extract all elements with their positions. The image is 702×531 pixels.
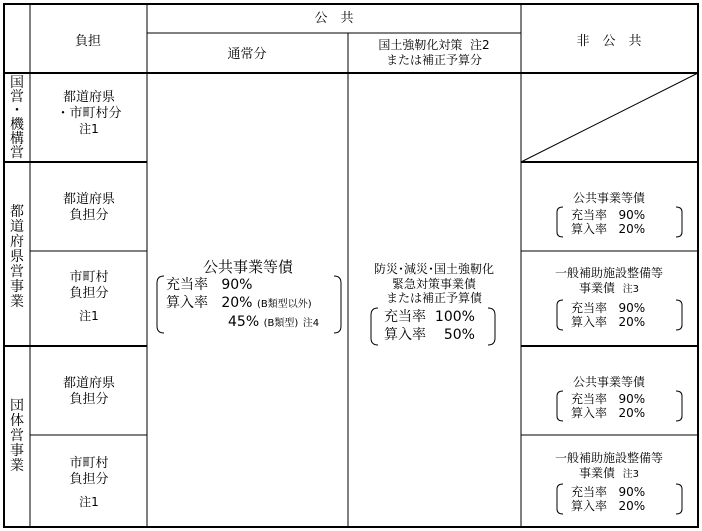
hikokyo-ken-shi-title [555, 266, 663, 296]
group-char: 団 [10, 398, 24, 414]
sannyu-value: 50% [443, 327, 475, 343]
sannyu-note: (B類型以外) [256, 299, 312, 310]
futan-line2: 負担分 [69, 471, 109, 487]
title-line1: 一般補助施設整備等 [554, 266, 664, 280]
kyoujin-line3: または補正予算債 [385, 291, 483, 306]
sannyu-value: 20% [618, 315, 646, 329]
group-char: 機 [10, 117, 24, 133]
sannyu-value: 45% [228, 314, 260, 330]
kyoujin-line2: 緊急対策事業債 [391, 276, 477, 291]
juto-label: 充当率 [384, 309, 426, 325]
group-char: 国 [10, 75, 24, 91]
hikokyo-dan-shi-sannyu [571, 499, 645, 514]
header-kyoujin [378, 38, 489, 67]
futan-line2: 負担分 [69, 207, 109, 223]
futan-line1: 市町村 [69, 270, 109, 285]
futan-ken-shi [69, 270, 108, 330]
kyoujin-juto [384, 309, 475, 326]
hikokyo-dan-shi-juto [571, 485, 645, 500]
juto-label: 充当率 [571, 392, 608, 406]
title-line1: 一般補助施設整備等 [554, 451, 664, 465]
juto-label: 充当率 [571, 208, 608, 222]
group-char: 都 [10, 204, 24, 220]
hikokyo-dan-ken-sannyu [571, 406, 645, 421]
futan-note: 注1 [79, 494, 99, 509]
group-char: 事 [10, 279, 24, 295]
group-char: 構 [10, 131, 24, 147]
group-label-todofuken [9, 205, 25, 310]
futan-kokuei [56, 90, 121, 138]
group-char: 体 [10, 413, 24, 429]
group-char: 営 [10, 145, 24, 161]
juto-label: 充当率 [571, 485, 608, 499]
title-line2: 事業債 [578, 280, 615, 295]
sannyu-label: 算入率 [571, 406, 608, 420]
header-kokyo: 公 共 [314, 11, 354, 26]
group-char: 府 [10, 234, 24, 250]
title-note: 注3 [622, 468, 640, 480]
group-char: 県 [10, 249, 24, 265]
juto-value: 90% [618, 392, 646, 406]
tsujo-juto [166, 277, 252, 294]
futan-line1: 都道府県 [62, 192, 116, 207]
hikokyo-ken-shi-sannyu [571, 315, 645, 330]
futan-note: 注1 [79, 121, 99, 136]
tsujo-title: 公共事業等債 [202, 258, 294, 276]
group-char: 業 [10, 458, 24, 474]
group-char: 道 [10, 219, 24, 235]
group-label-dantai [9, 399, 25, 474]
header-kyoujin-note: 注2 [470, 38, 490, 52]
sannyu-note: (B類型) [263, 318, 299, 329]
juto-value: 90% [618, 485, 646, 499]
juto-value: 90% [618, 301, 646, 315]
sannyu-value: 20% [618, 222, 646, 236]
hikokyo-ken-ken-title: 公共事業等債 [572, 191, 646, 205]
group-char: 業 [10, 294, 24, 310]
futan-note: 注1 [79, 308, 99, 323]
juto-value: 90% [221, 277, 253, 293]
group-char: 営 [10, 89, 24, 105]
sannyu-label: 算入率 [571, 315, 608, 329]
futan-line1: 都道府県 [62, 376, 116, 391]
futan-dan-shi [69, 456, 108, 516]
header-hikokyo: 非 公 共 [576, 34, 642, 49]
sannyu-label: 算入率 [166, 295, 208, 311]
futan-line2: ・市町村分 [56, 105, 122, 121]
juto-value: 90% [618, 208, 646, 222]
sannyu-label: 算入率 [571, 499, 608, 513]
group-label-kokuei [9, 76, 25, 160]
sannyu-label: 算入率 [571, 222, 608, 236]
sannyu-value: 20% [618, 406, 646, 420]
hikokyo-ken-ken-sannyu [571, 222, 645, 237]
sannyu-value: 20% [221, 295, 253, 311]
kyoujin-title [374, 262, 494, 306]
hikokyo-ken-ken-juto [571, 208, 645, 223]
hikokyo-dan-ken-juto [571, 392, 645, 407]
group-char: 営 [10, 264, 24, 280]
group-char: 事 [10, 443, 24, 459]
hikokyo-ken-shi-juto [571, 301, 645, 316]
kyoujin-sannyu [384, 327, 475, 344]
futan-line2: 負担分 [69, 391, 109, 407]
futan-line1: 都道府県 [62, 90, 116, 105]
kyoujin-line1: 防災･減災･国土強靭化 [373, 262, 495, 276]
header-kyoujin-line1: 国土強靭化対策 [378, 38, 463, 52]
header-kyoujin-line2: または補正予算分 [385, 52, 483, 67]
title-note: 注3 [622, 283, 640, 295]
futan-dan-ken [63, 376, 115, 408]
juto-label: 充当率 [166, 277, 208, 293]
sannyu-label: 算入率 [384, 327, 426, 343]
header-tsujo: 通常分 [227, 47, 267, 62]
sannyu-value: 20% [618, 499, 646, 513]
tsujo-note: 注4 [302, 318, 320, 329]
juto-label: 充当率 [571, 301, 608, 315]
futan-ken-ken [63, 192, 115, 224]
header-futan: 負担 [74, 34, 102, 49]
group-char: ・ [10, 103, 24, 119]
hikokyo-dan-shi-title [555, 451, 663, 481]
tsujo-sannyu-1 [166, 295, 312, 312]
futan-line1: 市町村 [69, 456, 109, 471]
group-char: 営 [10, 428, 24, 444]
futan-line2: 負担分 [69, 285, 109, 301]
hikokyo-dan-ken-title: 公共事業等債 [572, 375, 646, 389]
tsujo-sannyu-2 [228, 314, 319, 331]
title-line2: 事業債 [578, 465, 615, 480]
juto-value: 100% [434, 309, 475, 325]
